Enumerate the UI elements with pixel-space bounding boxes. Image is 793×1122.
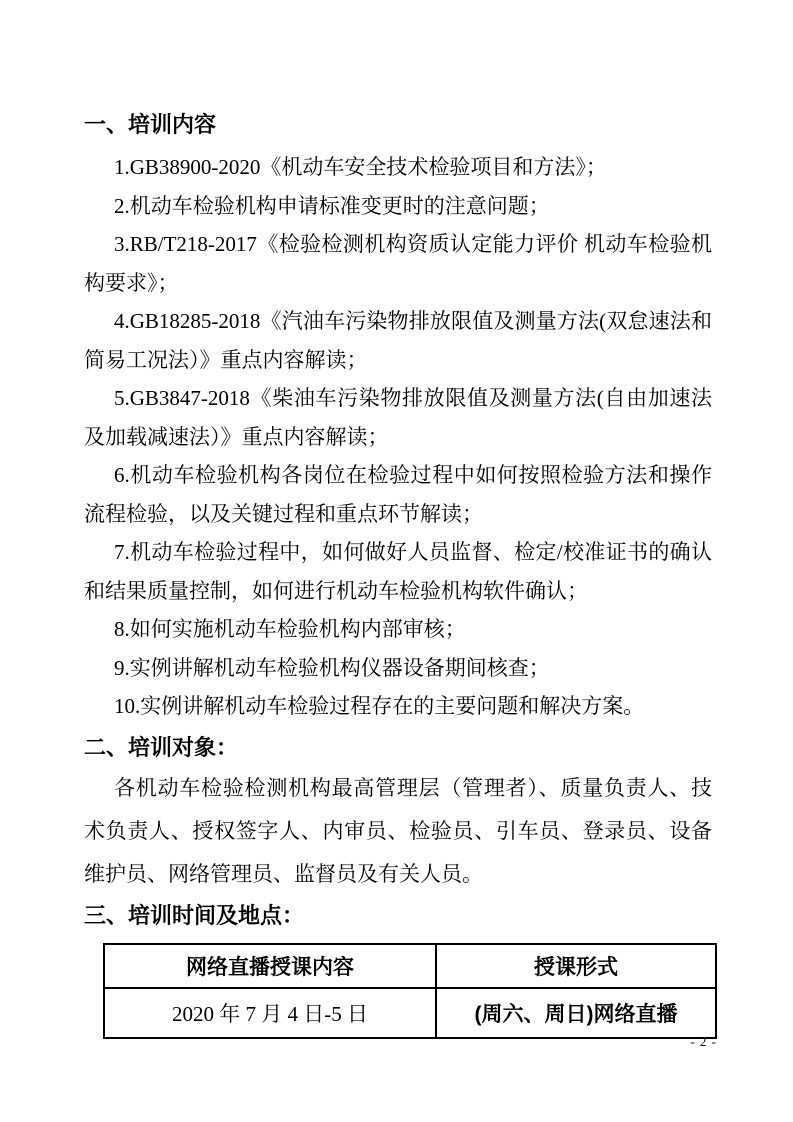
document-content [84,110,712,1039]
training-content-item-8: 8.如何实施机动车检验机构内部审核； [114,617,466,641]
schedule-header-form: 授课形式 [436,944,716,988]
schedule-table-row [104,988,716,1038]
training-content-item-10: 10.实例讲解机动车检验过程存在的主要问题和解决方案。 [114,694,645,718]
section-2-heading: 二、培训对象： [84,734,239,760]
training-content-item-6: 6.机动车检验机构各岗位在检验过程中如何按照检验方法和操作流程检验，以及关键过程和重点环节解读； [84,463,712,526]
schedule-header-content: 网络直播授课内容 [104,944,436,988]
page-number: - 2 - [690,1034,717,1049]
training-content-item-2: 2.机动车检验机构申请标准变更时的注意问题； [114,193,550,218]
training-content-item-7: 7.机动车检验过程中，如何做好人员监督、检定/校准证书的确认和结果质量控制，如何进行机动车检验机构软件确认； [84,540,712,603]
training-content-item-3: 3.RB/T218-2017《检验检测机构资质认定能力评价 机动车检验机构要求》； [84,232,712,295]
schedule-table-header-row [104,944,716,988]
training-content-item-1: 1.GB38900-2020《机动车安全技术检验项目和方法》； [114,155,607,179]
section-3-heading: 三、培训时间及地点： [84,902,305,928]
schedule-cell-form: (周六、周日)网络直播 [436,988,716,1038]
section-1-heading: 一、培训内容 [84,112,217,137]
training-content-item-5: 5.GB3847-2018《柴油车污染物排放限值及测量方法(自由加速法及加载减速法）》重点内容解读； [84,386,712,449]
training-audience-paragraph: 各机动车检验检测机构最高管理层（管理者）、质量负责人、技术负责人、授权签字人、内审员、检验员、引车员、登录员、设备维护员、网络管理员、监督员及有关人员。 [84,775,712,886]
schedule-table [103,943,717,1039]
training-content-item-9: 9.实例讲解机动车检验机构仪器设备期间核查； [114,655,550,680]
training-content-item-4: 4.GB18285-2018《汽油车污染物排放限值及测量方法(双怠速法和简易工况法）》重点内容解读； [84,309,712,372]
schedule-cell-date: 2020 年 7 月 4 日-5 日 [104,988,436,1038]
